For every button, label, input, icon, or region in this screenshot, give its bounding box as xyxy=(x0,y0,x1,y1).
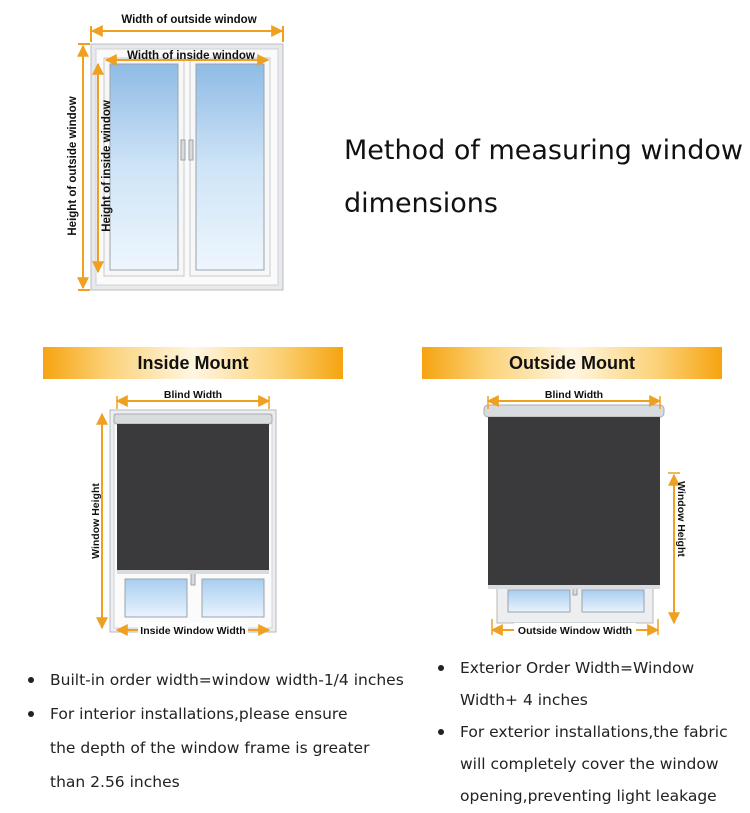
inside-window-width-label: Inside Window Width xyxy=(140,625,246,637)
inside-headrail xyxy=(114,414,272,424)
left-glass xyxy=(110,64,178,270)
inside-right-pane xyxy=(202,579,264,617)
outside-note-2-line-2: will completely cover the window xyxy=(460,755,719,773)
outside-headrail xyxy=(484,405,664,417)
inside-mount-notes xyxy=(24,664,404,798)
handle-right xyxy=(189,140,193,160)
outside-window-height-label: Window Height xyxy=(675,481,687,557)
outside-note-2 xyxy=(434,716,744,812)
outside-note-1 xyxy=(434,652,744,716)
inside-width-label: Width of inside window xyxy=(127,50,255,62)
right-glass xyxy=(196,64,264,270)
outside-window-width-label: Outside Window Width xyxy=(517,625,633,637)
outside-left-pane xyxy=(508,590,570,612)
outside-right-pane xyxy=(582,590,644,612)
outside-mount-diagram xyxy=(470,385,700,645)
page-title xyxy=(344,124,744,230)
outside-note-1-line-2: Width+ 4 inches xyxy=(460,691,588,709)
outside-width-label: Width of outside window xyxy=(121,14,257,26)
outside-height-label: Height of outside window xyxy=(67,96,79,236)
inside-note-1 xyxy=(24,664,404,696)
inside-blind-width-label: Blind Width xyxy=(163,389,223,401)
outside-mount-notes xyxy=(434,652,744,812)
inside-height-label: Height of inside window xyxy=(101,100,113,232)
outside-note-2-line-1: For exterior installations,the fabric xyxy=(460,723,728,741)
inside-mount-title: Inside Mount xyxy=(137,352,249,373)
outside-mount-banner xyxy=(422,347,722,379)
page-title-line-2: dimensions xyxy=(344,188,498,219)
handle-left xyxy=(181,140,185,160)
inside-note-2-line-1: For interior installations,please ensure xyxy=(50,705,348,723)
outside-blind-width-label: Blind Width xyxy=(544,389,604,401)
outside-note-1-line-1: Exterior Order Width=Window xyxy=(460,659,695,677)
inside-note-2-line-2: the depth of the window frame is greater xyxy=(50,739,370,757)
inside-note-1-line-1: Built-in order width=window width-1/4 inches xyxy=(50,671,404,689)
top-window-diagram xyxy=(0,0,320,310)
inside-mount-banner xyxy=(43,347,343,379)
outside-blind-fabric xyxy=(488,417,660,589)
page-title-line-1: Method of measuring window xyxy=(344,135,743,166)
outside-note-2-line-3: opening,preventing light leakage xyxy=(460,787,717,805)
inside-window-height-label: Window Height xyxy=(90,483,102,559)
outside-mount-title: Outside Mount xyxy=(509,352,635,373)
inside-blind-fabric xyxy=(117,424,269,574)
inside-mount-diagram xyxy=(80,385,300,645)
inside-note-2-line-3: than 2.56 inches xyxy=(50,773,180,791)
inside-note-2 xyxy=(24,698,404,798)
inside-left-pane xyxy=(125,579,187,617)
